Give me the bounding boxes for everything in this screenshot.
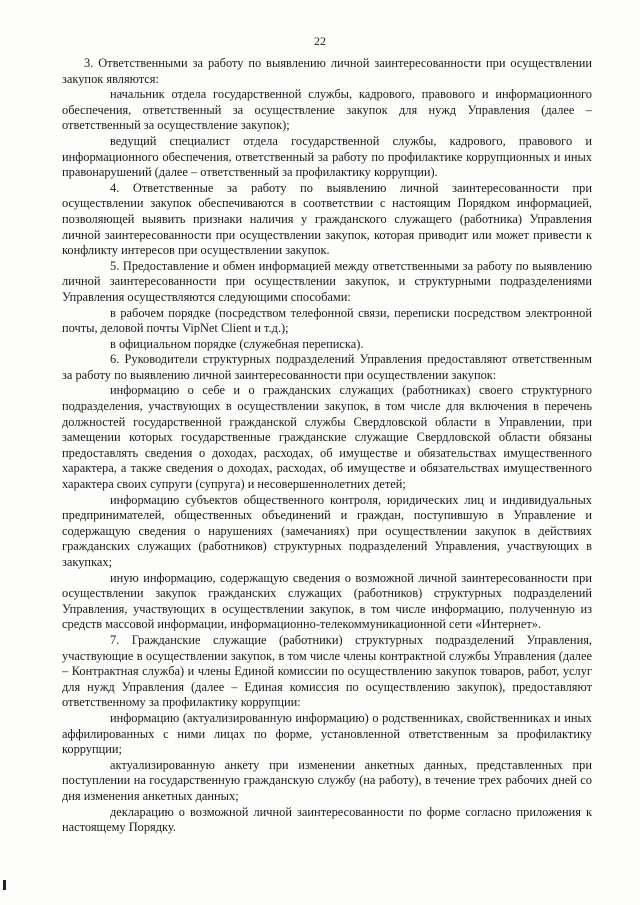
paragraph-6-item-other-info: иную информацию, содержащую сведения о возможной личной заинтересованности при осуществлении закупок гражданских служащих (работников) структурных подразделений Управления, участвующих в осуществлении закупок, в том числе информацию, полученную из средств массовой информации, информационно-телекоммуникационной сети «Интернет».: [62, 570, 592, 632]
paragraph-5-item-working: в рабочем порядке (посредством телефонной связи, переписки посредством электронной почты, деловой почты VipNet Client и т.д.);: [62, 305, 592, 336]
paragraph-7-item-relatives: информацию (актуализированную информацию) о родственниках, свойственниках и иных аффилированных с ними лицах по форме, установленной ответственным за профилактику коррупции;: [62, 710, 592, 757]
paragraph-6-item-self-info: информацию о себе и о гражданских служащих (работниках) своего структурного подразделения, участвующих в осуществлении закупок, в том числе для включения в перечень должностей государственной гражданской службы Свердловской области в Управлении, при замещении которых государственные гражданские служащие Свердловской области обязаны предоставлять сведения о доходах, расходах, об имуществе и обязательствах имущественного характера, а также сведения о доходах, расходах, об имуществе и обязательствах имущественного характера своих супруги (супруга) и несовершеннолетних детей;: [62, 383, 592, 492]
paragraph-7-item-questionnaire: актуализированную анкету при изменении анкетных данных, представленных при поступлении на государственную гражданскую службу (на работу), в течение трех рабочих дней со дня изменения анкетных данных;: [62, 757, 592, 803]
scan-mark: [3, 880, 6, 890]
paragraph-7: 7. Гражданские служащие (работники) структурных подразделений Управления, участвующие в осуществлении закупок, в том числе члены контрактной службы Управления (далее – Контрактная служба) и члены Единой комиссии по осуществлению закупок товаров, работ, услуг для нужд Управления (далее – Единая комиссия по осуществлению закупок), предоставляют ответственному за профилактику коррупции:: [62, 632, 592, 710]
page-number: 22: [314, 34, 326, 48]
paragraph-6-item-public-control: информацию субъектов общественного контроля, юридических лиц и индивидуальных предпринимателей, общественных объединений и граждан, поступившую в Управление и содержащую сведения о нарушениях (замечаниях) при осуществлении закупок в действиях гражданских служащих (работников) структурных подразделений Управления, участвующих в закупках;: [62, 492, 592, 569]
paragraph-3-item-specialist: ведущий специалист отдела государственной службы, кадрового, правового и информационного обеспечения, ответственный за работу по профилактике коррупционных и иных правонарушений (далее – ответственный за профилактику коррупции).: [62, 133, 592, 180]
document-body: [62, 56, 592, 836]
paragraph-7-item-declaration: декларацию о возможной личной заинтересованности по форме согласно приложения к настоящему Порядку.: [62, 804, 592, 835]
paragraph-4: 4. Ответственные за работу по выявлению личной заинтересованности при осуществлении закупок обеспечиваются в соответствии с настоящим Порядком информацией, позволяющей выявить признаки наличия у гражданского служащего (работника) Управления личной заинтересованности при осуществлении закупок, которая приводит или может привести к конфликту интересов при осуществлении закупок.: [62, 180, 592, 258]
paragraph-3-heading: 3. Ответственными за работу по выявлению личной заинтересованности при осуществлении закупок являются:: [62, 56, 592, 86]
paragraph-5-item-official: в официальном порядке (служебная переписка).: [110, 336, 364, 351]
paragraph-6: 6. Руководители структурных подразделений Управления предоставляют ответственным за работу по выявлению личной заинтересованности при осуществлении закупок:: [62, 352, 592, 382]
paragraph-5: 5. Предоставление и обмен информацией между ответственными за работу по выявлению личной заинтересованности при осуществлении закупок, и структурными подразделениями Управления осуществляются следующими способами:: [62, 258, 592, 304]
paragraph-3-item-head: начальник отдела государственной службы, кадрового, правового и информационного обеспечения, ответственный за осуществление закупок для нужд Управления (далее – ответственный за осуществление закупок);: [62, 87, 592, 133]
